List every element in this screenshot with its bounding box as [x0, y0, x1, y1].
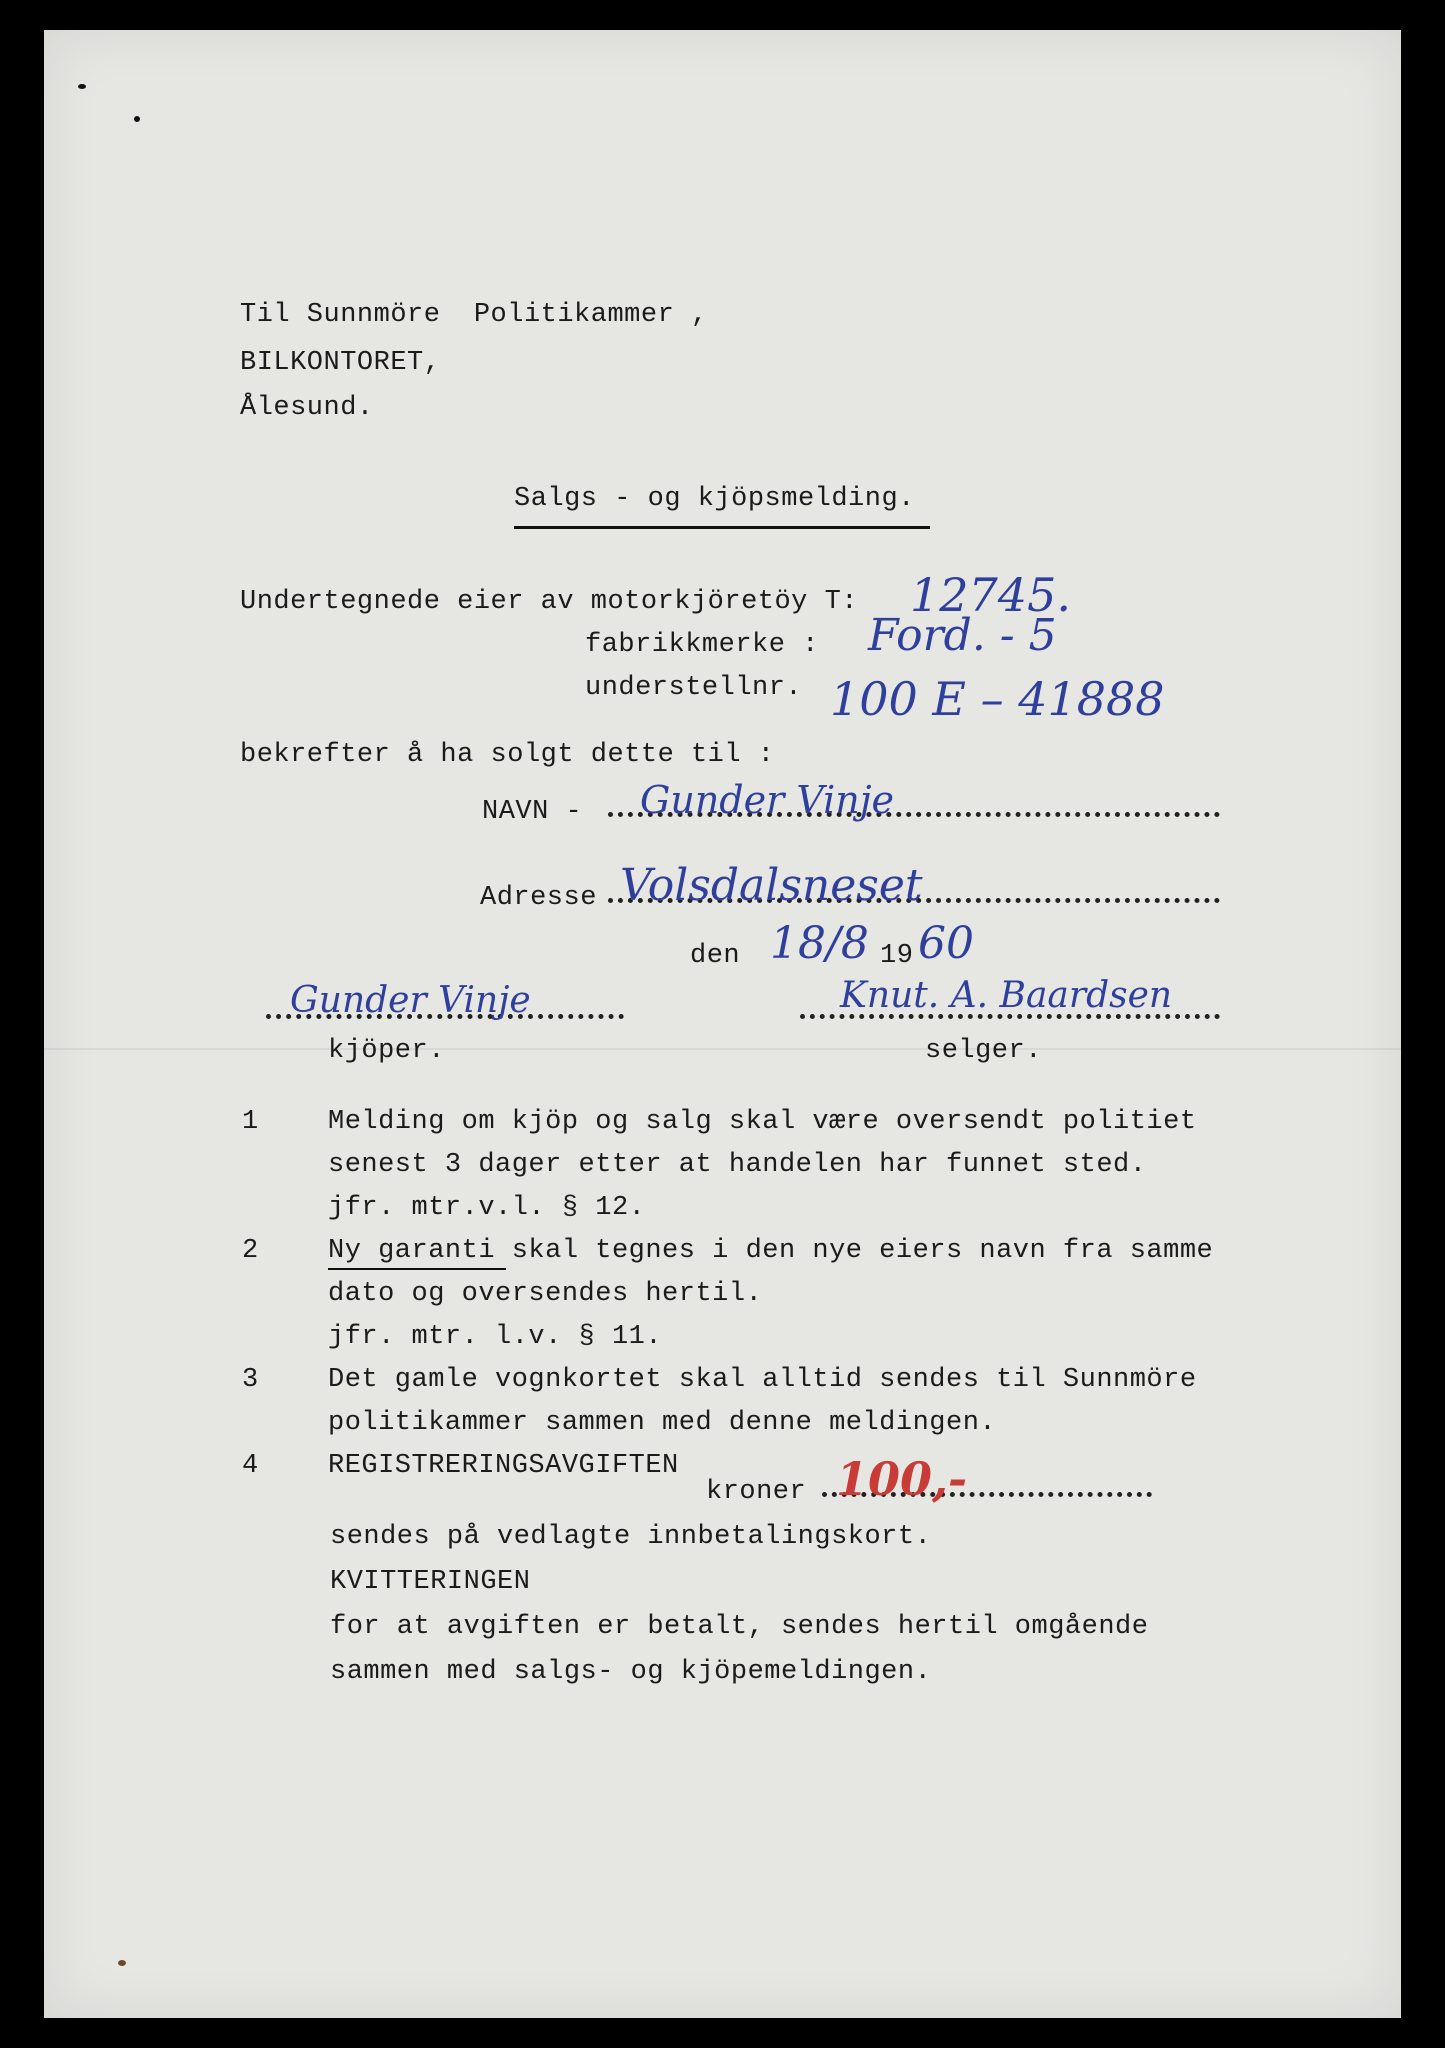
note-line: Ny garanti skal tegnes i den nye eiers navn fra samme [328, 1236, 1214, 1266]
note-line: REGISTRERINGSAVGIFTEN [328, 1451, 679, 1481]
note-line: jfr. mtr.v.l. § 12. [328, 1193, 646, 1223]
fee-amount[interactable]: 100,- [836, 1452, 968, 1506]
buyer-address[interactable]: Volsdalsneset [620, 860, 923, 911]
note-line: politikammer sammen med denne meldingen. [328, 1408, 997, 1438]
speck [118, 1960, 126, 1966]
note-line: Melding om kjöp og salg skal være oversendt politiet [328, 1107, 1197, 1137]
recipient-line-2: BILKONTORET, [240, 348, 441, 378]
owner-label: Undertegnede eier av motorkjöretöy T: [240, 587, 858, 617]
seller-label: selger. [925, 1036, 1042, 1066]
recipient-line-3: Ålesund. [240, 393, 374, 423]
speck [78, 84, 86, 89]
kroner-label: kroner [706, 1477, 807, 1507]
make-label: fabrikkmerke : [585, 630, 819, 660]
note-line: Det gamle vognkortet skal alltid sendes til Sunnmöre [328, 1365, 1197, 1395]
buyer-label: kjöper. [328, 1036, 445, 1066]
receipt-heading: KVITTERINGEN [330, 1567, 531, 1597]
sale-intro: bekrefter å ha solgt dette til : [240, 740, 775, 770]
date-day-month: 18/8 [770, 918, 869, 969]
date-year-suffix: 60 [918, 918, 974, 969]
note-line: dato og oversendes hertil. [328, 1279, 763, 1309]
date-label: den [690, 941, 741, 971]
note-number: 2 [242, 1236, 259, 1266]
fee-line: for at avgiften er betalt, sendes hertil omgående [330, 1612, 1149, 1642]
note-line: senest 3 dager etter at handelen har funnet sted. [328, 1150, 1147, 1180]
chassis-number: 100 E – 41888 [830, 672, 1165, 726]
paper-fold [44, 1048, 1401, 1050]
note-line: jfr. mtr. l.v. § 11. [328, 1322, 663, 1352]
seller-signature[interactable]: Knut. A. Baardsen [840, 975, 1173, 1016]
make-value: Ford. - 5 [868, 610, 1057, 661]
fee-line: sendes på vedlagte innbetalingskort. [330, 1522, 932, 1552]
note-underline [328, 1268, 506, 1270]
address-label: Adresse [480, 883, 597, 913]
page-title: Salgs - og kjöpsmelding. [514, 484, 915, 514]
registration-number: 12745. [910, 568, 1071, 622]
chassis-label: understellnr. [585, 673, 803, 703]
name-label: NAVN - [482, 797, 583, 827]
note-number: 1 [242, 1107, 259, 1137]
fee-line: sammen med salgs- og kjöpemeldingen. [330, 1657, 932, 1687]
buyer-name[interactable]: Gunder Vinje [640, 778, 895, 822]
speck [134, 116, 140, 122]
note-number: 3 [242, 1365, 259, 1395]
title-underline [514, 526, 930, 529]
date-year-prefix: 19 [880, 941, 914, 971]
buyer-signature[interactable]: Gunder Vinje [290, 980, 531, 1021]
recipient-line-1: Til Sunnmöre Politikammer , [240, 300, 708, 330]
note-number: 4 [242, 1451, 259, 1481]
